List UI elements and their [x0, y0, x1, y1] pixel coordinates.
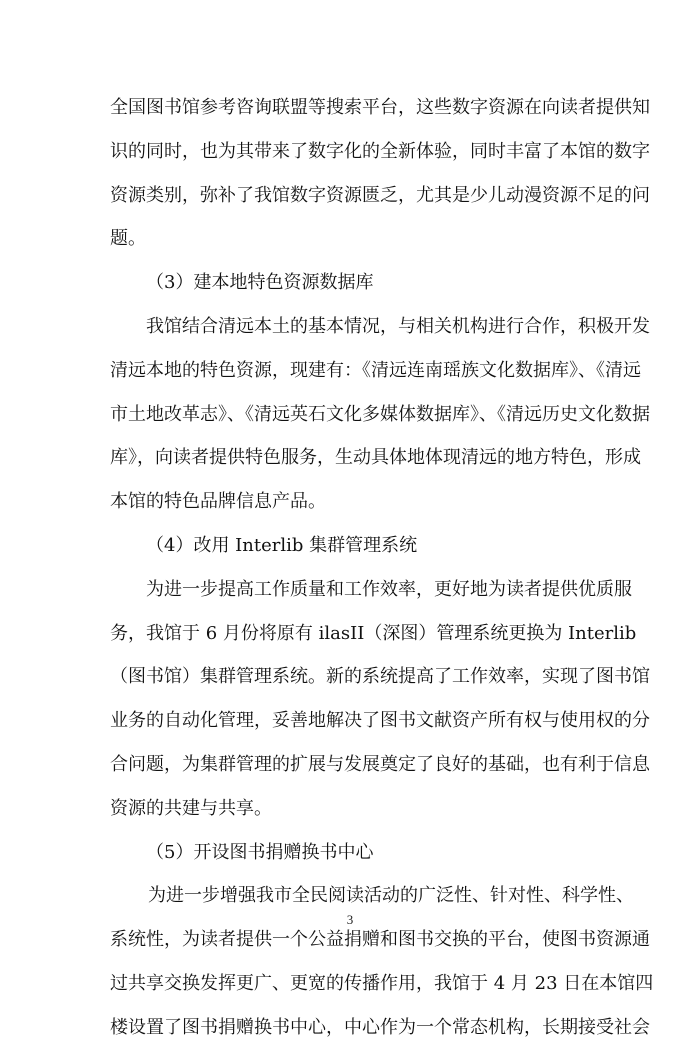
- text-line: 我馆结合清远本土的基本情况，与相关机构进行合作，积极开发: [146, 315, 650, 337]
- text-line: 过共享交换发挥更广、更宽的传播作用，我馆于 4 月 23 日在本馆四: [110, 972, 654, 994]
- body-text: [110, 86, 654, 1050]
- text-line: （3）建本地特色资源数据库: [146, 272, 374, 294]
- text-line: （图书馆）集群管理系统。新的系统提高了工作效率，实现了图书馆: [110, 666, 650, 688]
- text-line: 为进一步增强我市全民阅读活动的广泛性、针对性、科学性、: [148, 885, 634, 907]
- text-line: 清远本地的特色资源，现建有：《清远连南瑶族文化数据库》、《清远: [110, 359, 641, 381]
- text-line: 合问题，为集群管理的扩展与发展奠定了良好的基础，也有利于信息: [110, 753, 650, 775]
- text-line: 题。: [110, 228, 146, 250]
- text-line: （5）开设图书捐赠换书中心: [146, 841, 374, 863]
- text-line: 库》，向读者提供特色服务，生动具体地体现清远的地方特色，形成: [110, 447, 641, 469]
- text-line: 资源的共建与共享。: [110, 797, 272, 819]
- text-line: 资源类别，弥补了我馆数字资源匮乏，尤其是少儿动漫资源不足的问: [110, 184, 650, 206]
- page-number: 3: [346, 912, 354, 927]
- text-line: 系统性，为读者提供一个公益捐赠和图书交换的平台，使图书资源通: [110, 929, 650, 951]
- text-line: 为进一步提高工作质量和工作效率，更好地为读者提供优质服: [146, 578, 632, 600]
- text-line: 务，我馆于 6 月份将原有 ilasII（深图）管理系统更换为 Interlib: [110, 622, 637, 644]
- text-line: 楼设置了图书捐赠换书中心，中心作为一个常态机构，长期接受社会: [110, 1016, 650, 1038]
- text-line: 全国图书馆参考咨询联盟等搜索平台，这些数字资源在向读者提供知: [110, 97, 650, 118]
- text-line: 识的同时，也为其带来了数字化的全新体验，同时丰富了本馆的数字: [110, 140, 650, 162]
- text-line: 本馆的特色品牌信息产品。: [110, 491, 326, 513]
- text-line: 业务的自动化管理，妥善地解决了图书文献资产所有权与使用权的分: [110, 710, 650, 732]
- text-line: （4）改用 Interlib 集群管理系统: [146, 534, 418, 556]
- text-line: 市土地改革志》、《清远英石文化多媒体数据库》、《清远历史文化数据: [110, 403, 650, 425]
